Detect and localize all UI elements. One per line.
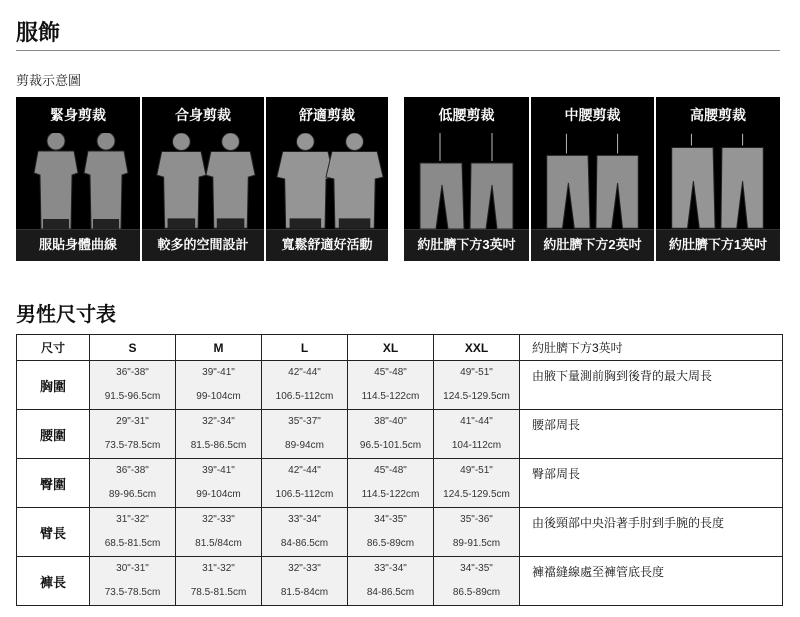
cm-range: 89-94cm	[285, 440, 324, 451]
cm-range: 104-112cm	[451, 440, 502, 451]
cm-range: 84-86.5cm	[280, 538, 329, 549]
cm-range: 89-96.5cm	[108, 489, 157, 500]
rise-card-high	[654, 97, 780, 261]
size-value-cell	[176, 410, 262, 459]
inch-range: 35"-36"	[460, 514, 493, 525]
size-value-cell	[348, 410, 434, 459]
fit-card-regular	[140, 97, 264, 261]
inch-range: 45"-48"	[374, 367, 407, 378]
size-header-note: 約肚臍下方3英吋	[520, 335, 783, 361]
fit-card-caption: 服貼身體曲線	[16, 229, 140, 261]
cm-range: 78.5-81.5cm	[190, 587, 247, 598]
cm-range: 86.5-89cm	[452, 587, 501, 598]
size-value-cell	[176, 361, 262, 410]
size-value-cell	[348, 361, 434, 410]
size-value-cell	[90, 410, 176, 459]
inch-range: 33"-34"	[288, 514, 321, 525]
size-value-cell	[348, 557, 434, 606]
fit-illustration-panel	[16, 97, 388, 261]
rise-card-caption: 約肚臍下方3英吋	[404, 229, 529, 261]
size-value-cell	[434, 361, 520, 410]
inch-range: 36"-38"	[116, 465, 149, 476]
size-value-cell	[262, 459, 348, 508]
inch-range: 32"-33"	[288, 563, 321, 574]
table-row	[17, 508, 783, 557]
inch-range: 38"-40"	[374, 416, 407, 427]
cm-range: 81.5-86.5cm	[190, 440, 247, 451]
inch-range: 34"-35"	[374, 514, 407, 525]
fit-card-slim	[16, 97, 140, 261]
rise-illustration-panel	[404, 97, 780, 261]
relaxed-fit-figure-icon	[266, 133, 388, 229]
cm-range: 99-104cm	[196, 489, 241, 500]
inch-range: 42"-44"	[288, 465, 321, 476]
cm-range: 114.5-122cm	[361, 391, 420, 402]
inch-range: 35"-37"	[288, 416, 321, 427]
fit-card-caption: 較多的空間設計	[142, 229, 264, 261]
regular-fit-figure-icon	[142, 133, 264, 229]
measurement-description: 臀部周長	[520, 459, 783, 508]
inch-range: 32"-33"	[202, 514, 235, 525]
slim-fit-figure-icon	[16, 133, 140, 229]
fit-card-label: 緊身剪裁	[50, 107, 106, 123]
size-value-cell	[262, 557, 348, 606]
size-value-cell	[176, 459, 262, 508]
size-column-header: S	[90, 335, 176, 361]
inch-range: 49"-51"	[460, 465, 493, 476]
inch-range: 32"-34"	[202, 416, 235, 427]
size-value-cell	[348, 459, 434, 508]
cm-range: 96.5-101.5cm	[359, 440, 422, 451]
fit-section-title: 剪裁示意圖	[16, 73, 82, 88]
inch-range: 45"-48"	[374, 465, 407, 476]
cm-range: 73.5-78.5cm	[104, 587, 161, 598]
cm-range: 106.5-112cm	[275, 391, 334, 402]
size-value-cell	[262, 361, 348, 410]
inch-range: 29"-31"	[116, 416, 149, 427]
size-value-cell	[262, 508, 348, 557]
inch-range: 42"-44"	[288, 367, 321, 378]
size-column-header: M	[176, 335, 262, 361]
size-value-cell	[90, 508, 176, 557]
cm-range: 84-86.5cm	[366, 587, 415, 598]
fit-card-label: 舒適剪裁	[299, 107, 355, 123]
cm-range: 99-104cm	[196, 391, 241, 402]
high-rise-pants-icon	[656, 133, 780, 229]
size-value-cell	[90, 557, 176, 606]
measurement-label: 臀圍	[17, 459, 90, 508]
size-value-cell	[176, 508, 262, 557]
rise-card-label: 低腰剪裁	[438, 107, 495, 123]
size-column-header: XXL	[434, 335, 520, 361]
rise-card-label: 高腰剪裁	[690, 107, 746, 123]
measurement-label: 褲長	[17, 557, 90, 606]
inch-range: 34"-35"	[460, 563, 493, 574]
inch-range: 31"-32"	[116, 514, 149, 525]
inch-range: 30"-31"	[116, 563, 149, 574]
cm-range: 86.5-89cm	[366, 538, 415, 549]
measurement-description: 由腋下量測前胸到後背的最大周長	[520, 361, 783, 410]
cm-range: 91.5-96.5cm	[104, 391, 161, 402]
size-value-cell	[434, 459, 520, 508]
cm-range: 106.5-112cm	[275, 489, 334, 500]
cm-range: 124.5-129.5cm	[443, 489, 510, 500]
cm-range: 89-91.5cm	[452, 538, 501, 549]
size-column-header: L	[262, 335, 348, 361]
size-column-header: XL	[348, 335, 434, 361]
measurement-label: 臂長	[17, 508, 90, 557]
fit-card-label: 合身剪裁	[175, 107, 231, 123]
measurement-description: 由後頸部中央沿著手肘到手腕的長度	[520, 508, 783, 557]
inch-range: 33"-34"	[374, 563, 407, 574]
measurement-description: 褲襠縫線處至褲管底長度	[520, 557, 783, 606]
inch-range: 49"-51"	[460, 367, 493, 378]
inch-range: 39"-41"	[202, 367, 235, 378]
table-row	[17, 361, 783, 410]
rise-card-caption: 約肚臍下方2英吋	[531, 229, 654, 261]
rise-card-label: 中腰剪裁	[564, 107, 621, 123]
rise-card-low	[404, 97, 529, 261]
size-value-cell	[90, 459, 176, 508]
size-value-cell	[434, 557, 520, 606]
inch-range: 31"-32"	[202, 563, 235, 574]
measurement-label: 腰圍	[17, 410, 90, 459]
cm-range: 114.5-122cm	[361, 489, 420, 500]
table-row	[17, 459, 783, 508]
size-value-cell	[348, 508, 434, 557]
size-chart-title: 男性尺寸表	[16, 304, 116, 326]
cm-range: 81.5-84cm	[280, 587, 329, 598]
size-corner-label: 尺寸	[17, 335, 90, 361]
mid-rise-pants-icon	[531, 133, 654, 229]
size-value-cell	[176, 557, 262, 606]
page-title: 服飾	[16, 20, 61, 45]
size-value-cell	[90, 361, 176, 410]
size-value-cell	[262, 410, 348, 459]
fit-card-caption: 寬鬆舒適好活動	[266, 229, 388, 261]
inch-range: 39"-41"	[202, 465, 235, 476]
rise-card-mid	[529, 97, 654, 261]
fit-card-relaxed	[264, 97, 388, 261]
cm-range: 81.5/84cm	[195, 538, 242, 549]
size-chart-table	[16, 334, 783, 606]
rise-card-caption: 約肚臍下方1英吋	[656, 229, 780, 261]
table-row	[17, 557, 783, 606]
measurement-description: 腰部周長	[520, 410, 783, 459]
cm-range: 68.5-81.5cm	[104, 538, 161, 549]
size-value-cell	[434, 508, 520, 557]
inch-range: 41"-44"	[460, 416, 493, 427]
title-divider	[16, 50, 780, 51]
table-row	[17, 410, 783, 459]
measurement-label: 胸圍	[17, 361, 90, 410]
cm-range: 124.5-129.5cm	[443, 391, 510, 402]
inch-range: 36"-38"	[116, 367, 149, 378]
size-header-row	[17, 335, 783, 361]
low-rise-pants-icon	[404, 133, 529, 229]
size-value-cell	[434, 410, 520, 459]
cm-range: 73.5-78.5cm	[104, 440, 161, 451]
